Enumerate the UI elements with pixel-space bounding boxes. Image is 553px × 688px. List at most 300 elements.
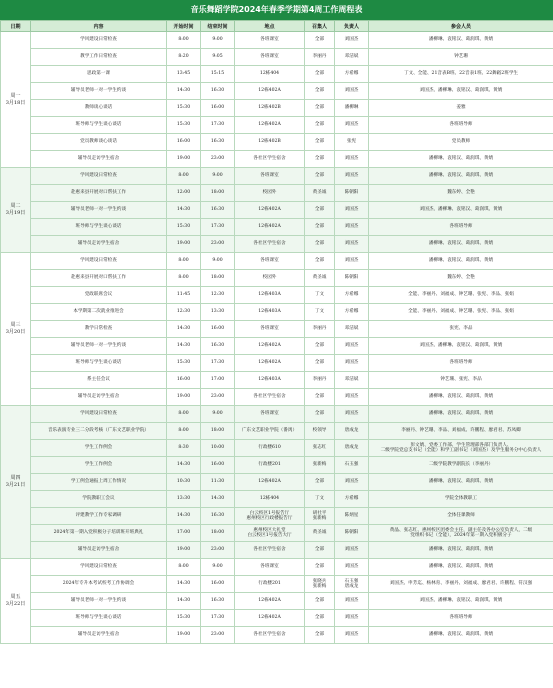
row-attendees: 潘柳琳、袁铭汉、葛润琪、黄婧	[369, 389, 553, 406]
row-place: 12栋403A	[235, 372, 305, 389]
header-content: 内容	[31, 21, 167, 32]
row-convener: 全部	[305, 236, 335, 253]
table-row	[1, 338, 553, 355]
row-end-time: 17:30	[201, 117, 235, 134]
row-start-time: 8:00	[167, 559, 201, 576]
row-content: 班导师与学生谈心谈话	[31, 355, 167, 372]
row-start-time: 14:30	[167, 593, 201, 610]
row-place: 各社区学生宿舍	[235, 151, 305, 168]
row-place: 行政楼201	[235, 457, 305, 474]
row-owner: 刘国杰	[335, 542, 369, 559]
table-row	[1, 236, 553, 253]
row-end-time: 23:00	[201, 151, 235, 168]
row-content: 辅导员老师一对一学生约谈	[31, 83, 167, 100]
row-start-time: 8:00	[167, 423, 201, 440]
table-row	[1, 372, 553, 389]
row-start-time: 14:30	[167, 338, 201, 355]
table-row	[1, 440, 553, 457]
table-row	[1, 151, 553, 168]
row-owner: 唐成龙	[335, 440, 369, 457]
row-place: 12栋402A	[235, 610, 305, 627]
table-row	[1, 355, 553, 372]
row-owner: 潘柳琳	[335, 100, 369, 117]
row-start-time: 16:00	[167, 372, 201, 389]
row-attendees: 各班班导师	[369, 117, 553, 134]
row-place: 白云校区1号报告厅 惠州校区行政楼报告厅	[235, 508, 305, 525]
row-place: 广东文艺职业学院（番禺）	[235, 423, 305, 440]
row-place: 各班课室	[235, 168, 305, 185]
row-content: 学风建设日常检查	[31, 168, 167, 185]
row-convener: 全部	[305, 338, 335, 355]
row-attendees: 刘国杰、潘柳琳、袁铭汉、葛润琪、黄婧	[369, 202, 553, 219]
row-attendees: 钟艺珊	[369, 49, 553, 66]
table-row	[1, 83, 553, 100]
row-attendees: 全能、李丽丹、刘福成、钟艺珊、张宪、李品、张娟	[369, 287, 553, 304]
row-attendees: 各班班导师	[369, 610, 553, 627]
row-place: 12栋404	[235, 491, 305, 508]
row-convener: 全部	[305, 389, 335, 406]
row-end-time: 17:30	[201, 610, 235, 627]
day-label: 周四 3月21日	[1, 406, 31, 559]
row-content: 辅导员走访学生宿舍	[31, 542, 167, 559]
row-content: 学院教职工会议	[31, 491, 167, 508]
row-owner: 刘国杰	[335, 151, 369, 168]
table-row	[1, 253, 553, 270]
row-place: 各班课室	[235, 559, 305, 576]
table-row	[1, 610, 553, 627]
row-convener: 全部	[305, 168, 335, 185]
row-content: 评建教学工作专家调研	[31, 508, 167, 525]
row-place: 12栋403A	[235, 287, 305, 304]
row-content: 辅导员走访学生宿舍	[31, 627, 167, 644]
page-title: 音乐舞蹈学院2024年春季学期第4周工作周程表	[0, 0, 553, 20]
row-start-time: 8:00	[167, 406, 201, 423]
row-owner: 邓洁斌	[335, 321, 369, 338]
row-attendees: 丁文、全能、21音表B班、22音表1班、22舞蹈2班学生	[369, 66, 553, 83]
row-end-time: 17:30	[201, 219, 235, 236]
table-row	[1, 185, 553, 202]
row-convener: 全部	[305, 117, 335, 134]
row-place: 各班课室	[235, 406, 305, 423]
row-content: 本学期第二次就业推进会	[31, 304, 167, 321]
header-convener: 召集人	[305, 21, 335, 32]
table-row	[1, 219, 553, 236]
table-row	[1, 389, 553, 406]
row-place: 12栋402A	[235, 202, 305, 219]
row-owner: 刘国杰	[335, 593, 369, 610]
row-end-time: 16:30	[201, 83, 235, 100]
row-content: 党政联席会议	[31, 287, 167, 304]
row-start-time: 14:30	[167, 321, 201, 338]
row-attendees: 潘柳琳、袁铭汉、葛润琪、黄婧	[369, 474, 553, 491]
row-start-time: 12:00	[167, 185, 201, 202]
row-attendees: 潘柳琳、袁铭汉、葛润琪、黄婧	[369, 627, 553, 644]
row-convener: 全部	[305, 219, 335, 236]
table-row	[1, 117, 553, 134]
row-place: 各社区学生宿舍	[235, 542, 305, 559]
row-end-time: 13:30	[201, 304, 235, 321]
table-row	[1, 287, 553, 304]
row-end-time: 17:00	[201, 372, 235, 389]
row-end-time: 23:00	[201, 627, 235, 644]
row-owner: 陈炳星	[335, 508, 369, 525]
row-convener: 李丽丹	[305, 372, 335, 389]
table-row	[1, 134, 553, 151]
row-content: 辅导员走访学生宿舍	[31, 151, 167, 168]
row-owner: 方希娜	[335, 287, 369, 304]
row-end-time: 15:15	[201, 66, 235, 83]
row-start-time: 19:00	[167, 236, 201, 253]
row-start-time: 19:00	[167, 627, 201, 644]
row-attendees: 潘柳琳、袁铭汉、葛润琪、黄婧	[369, 236, 553, 253]
row-content: 学风建设日常检查	[31, 559, 167, 576]
header-row	[1, 21, 553, 32]
row-convener: 全部	[305, 32, 335, 49]
row-attendees: 钟艺珊、张宪、李品	[369, 372, 553, 389]
row-attendees: 彭文婧、党委工作部、学生管理部各部门负责人、 二级学院党总支书记（全能）和学工副书记（刘国杰）及学生服务分中心负责人	[369, 440, 553, 457]
table-row	[1, 559, 553, 576]
table-row	[1, 508, 553, 525]
row-attendees: 各班班导师	[369, 219, 553, 236]
table-row	[1, 457, 553, 474]
row-start-time: 10:30	[167, 474, 201, 491]
row-end-time: 18:00	[201, 525, 235, 542]
row-start-time: 14:30	[167, 202, 201, 219]
row-attendees: 潘柳琳、袁铭汉、葛润琪、黄婧	[369, 559, 553, 576]
row-end-time: 16:30	[201, 593, 235, 610]
row-content: 学风建设日常检查	[31, 253, 167, 270]
row-convener: 全部	[305, 83, 335, 100]
row-convener: 全部	[305, 559, 335, 576]
row-content: 2024年第一期入党积极分子培训班开班典礼	[31, 525, 167, 542]
row-content: 学风建设日常检查	[31, 32, 167, 49]
header-date: 日期	[1, 21, 31, 32]
row-convener: 张晓兵 张新梅	[305, 576, 335, 593]
table-row	[1, 321, 553, 338]
row-owner: 刘国杰	[335, 338, 369, 355]
row-convener: 李丽丹	[305, 49, 335, 66]
row-end-time: 9:00	[201, 253, 235, 270]
row-attendees: 刘国杰、潘柳琳、袁铭汉、葛润琪、黄婧	[369, 338, 553, 355]
row-end-time: 16:00	[201, 100, 235, 117]
row-owner: 方希娜	[335, 491, 369, 508]
row-owner: 刘国杰	[335, 474, 369, 491]
table-row	[1, 168, 553, 185]
row-owner: 刘国杰	[335, 219, 369, 236]
row-attendees: 潘柳琳、袁铭汉、葛润琪、黄婧	[369, 151, 553, 168]
row-attendees: 各班班导师	[369, 355, 553, 372]
row-end-time: 23:00	[201, 389, 235, 406]
row-convener: 全部	[305, 406, 335, 423]
row-convener: 全部	[305, 66, 335, 83]
row-attendees: 刘国杰、潘柳琳、袁铭汉、葛润琪、黄婧	[369, 83, 553, 100]
row-convener: 校领导	[305, 423, 335, 440]
row-place: 行政楼610	[235, 440, 305, 457]
table-row	[1, 525, 553, 542]
row-owner: 刘国杰	[335, 168, 369, 185]
row-place: 12栋402A	[235, 219, 305, 236]
row-place: 12栋402B	[235, 100, 305, 117]
row-content: 班导师与学生谈心谈话	[31, 117, 167, 134]
table-row	[1, 627, 553, 644]
table-row	[1, 66, 553, 83]
row-attendees: 全能、李丽丹、刘福成、钟艺珊、张宪、李品、张娟	[369, 304, 553, 321]
row-attendees: 刘国杰、申芳迄、杨林育、李丽丹、刘福成、廖君君、许鹏程、符汉强	[369, 576, 553, 593]
row-start-time: 8:30	[167, 440, 201, 457]
day-label: 周二 3月19日	[1, 168, 31, 253]
row-content: 辅导员走访学生宿舍	[31, 236, 167, 253]
row-attendees: 潘柳琳、袁铭汉、葛润琪、黄婧	[369, 32, 553, 49]
row-owner: 方希娜	[335, 66, 369, 83]
row-start-time: 16:00	[167, 134, 201, 151]
row-place: 各社区学生宿舍	[235, 236, 305, 253]
row-end-time: 16:30	[201, 508, 235, 525]
row-convener: 全部	[305, 151, 335, 168]
row-start-time: 14:30	[167, 508, 201, 525]
row-owner: 刘国杰	[335, 83, 369, 100]
row-end-time: 23:00	[201, 542, 235, 559]
row-convener: 张新梅	[305, 457, 335, 474]
row-end-time: 11:30	[201, 474, 235, 491]
row-start-time: 19:00	[167, 542, 201, 559]
row-attendees: 党员教师	[369, 134, 553, 151]
row-place: 12栋402A	[235, 593, 305, 610]
row-content: 辅导员老师一对一学生约谈	[31, 202, 167, 219]
row-place: 12栋402A	[235, 117, 305, 134]
row-attendees: 魏东婷、全艳	[369, 270, 553, 287]
row-attendees: 魏东婷、全艳	[369, 185, 553, 202]
row-start-time: 13:45	[167, 66, 201, 83]
row-owner: 陈朝阳	[335, 525, 369, 542]
row-content: 赴惠来县开展对口帮扶工作	[31, 270, 167, 287]
row-attendees: 学院全体教职工	[369, 491, 553, 508]
row-content: 学生工作例会	[31, 440, 167, 457]
row-convener: 黄圣诚	[305, 185, 335, 202]
table-row	[1, 576, 553, 593]
row-convener: 丁文	[305, 287, 335, 304]
row-convener: 黄圣诚	[305, 525, 335, 542]
row-content: 赴惠来县开展对口帮扶工作	[31, 185, 167, 202]
table-row	[1, 423, 553, 440]
row-convener: 全部	[305, 100, 335, 117]
row-attendees: 潘柳琳、袁铭汉、葛润琪、黄婧	[369, 542, 553, 559]
row-end-time: 12:30	[201, 287, 235, 304]
row-attendees: 张宪、李品	[369, 321, 553, 338]
row-end-time: 16:00	[201, 321, 235, 338]
header-place: 地点	[235, 21, 305, 32]
row-attendees: 姜雅	[369, 100, 553, 117]
row-place: 12栋402A	[235, 83, 305, 100]
row-end-time: 16:30	[201, 134, 235, 151]
row-place: 各班课室	[235, 253, 305, 270]
table-row	[1, 406, 553, 423]
row-content: 辅导员走访学生宿舍	[31, 389, 167, 406]
row-end-time: 16:30	[201, 202, 235, 219]
row-content: 音乐表演专业三二分段考核（广东文艺职业学院）	[31, 423, 167, 440]
row-place: 12栋402B	[235, 134, 305, 151]
header-start: 开始时间	[167, 21, 201, 32]
row-convener: 张志红	[305, 440, 335, 457]
row-content: 教学日常检查	[31, 321, 167, 338]
row-convener: 全部	[305, 474, 335, 491]
schedule-table	[0, 20, 553, 644]
row-place: 12栋402A	[235, 355, 305, 372]
row-owner: 刘国杰	[335, 202, 369, 219]
row-owner: 石玉强	[335, 457, 369, 474]
row-end-time: 10:00	[201, 440, 235, 457]
header-attendees: 参会人员	[369, 21, 553, 32]
row-start-time: 8:20	[167, 49, 201, 66]
header-owner: 负责人	[335, 21, 369, 32]
row-start-time: 15:30	[167, 610, 201, 627]
row-attendees: 潘柳琳、袁铭汉、葛润琪、黄婧	[369, 406, 553, 423]
row-start-time: 19:00	[167, 151, 201, 168]
row-owner: 刘国杰	[335, 406, 369, 423]
day-label: 周五 3月22日	[1, 559, 31, 644]
table-row	[1, 474, 553, 491]
row-convener: 全部	[305, 610, 335, 627]
row-convener: 全部	[305, 355, 335, 372]
row-content: 教师谈心谈话	[31, 100, 167, 117]
row-place: 各社区学生宿舍	[235, 627, 305, 644]
table-row	[1, 49, 553, 66]
row-convener: 丁文	[305, 304, 335, 321]
row-content: 思政第一课	[31, 66, 167, 83]
row-start-time: 15:30	[167, 355, 201, 372]
row-start-time: 8:00	[167, 253, 201, 270]
row-owner: 方希娜	[335, 304, 369, 321]
row-start-time: 14:30	[167, 83, 201, 100]
row-convener: 李丽丹	[305, 321, 335, 338]
row-start-time: 8:00	[167, 32, 201, 49]
row-content: 班导师与学生谈心谈话	[31, 610, 167, 627]
row-content: 学工例会通报上周工作情况	[31, 474, 167, 491]
row-start-time: 15:30	[167, 219, 201, 236]
row-place: 各班课室	[235, 32, 305, 49]
row-place: 12栋402A	[235, 338, 305, 355]
row-start-time: 12:30	[167, 304, 201, 321]
row-convener: 丁文	[305, 491, 335, 508]
row-attendees: 二级学院教学副院长（李丽丹）	[369, 457, 553, 474]
header-end: 结束时间	[201, 21, 235, 32]
row-attendees: 潘柳琳、袁铭汉、葛润琪、黄婧	[369, 168, 553, 185]
row-owner: 刘国杰	[335, 559, 369, 576]
table-row	[1, 304, 553, 321]
row-content: 学风建设日常检查	[31, 406, 167, 423]
row-start-time: 13:30	[167, 491, 201, 508]
row-owner: 石玉强 唐成龙	[335, 576, 369, 593]
row-place: 惠州校区大礼堂 白云校区1号报告大厅	[235, 525, 305, 542]
row-attendees: 李丽丹、钟艺珊、李品、刘福成、许鹏程、廖君君、苏凤卿	[369, 423, 553, 440]
row-end-time: 17:30	[201, 355, 235, 372]
row-end-time: 16:00	[201, 457, 235, 474]
row-owner: 邓洁斌	[335, 372, 369, 389]
row-place: 各班课室	[235, 321, 305, 338]
row-end-time: 16:30	[201, 338, 235, 355]
row-place: 12栋404	[235, 66, 305, 83]
table-row	[1, 32, 553, 49]
row-attendees: 潘柳琳、袁铭汉、葛润琪、黄婧	[369, 253, 553, 270]
row-owner: 刘国杰	[335, 610, 369, 627]
row-start-time: 17:00	[167, 525, 201, 542]
row-end-time: 9:00	[201, 168, 235, 185]
row-place: 行政楼201	[235, 576, 305, 593]
row-convener: 全部	[305, 202, 335, 219]
row-content: 班导师与学生谈心谈话	[31, 219, 167, 236]
row-owner: 刘国杰	[335, 627, 369, 644]
row-attendees: 刘国杰、潘柳琳、袁铭汉、葛润琪、黄婧	[369, 593, 553, 610]
day-label: 周三 3月20日	[1, 253, 31, 406]
row-place: 12栋402A	[235, 474, 305, 491]
row-convener: 全部	[305, 253, 335, 270]
row-end-time: 9:05	[201, 49, 235, 66]
table-row	[1, 270, 553, 287]
row-owner: 陈朝阳	[335, 270, 369, 287]
row-start-time: 14:30	[167, 576, 201, 593]
row-owner: 陈朝阳	[335, 185, 369, 202]
table-row	[1, 542, 553, 559]
row-owner: 刘国杰	[335, 236, 369, 253]
row-owner: 唐成龙	[335, 423, 369, 440]
row-owner: 刘国杰	[335, 32, 369, 49]
table-row	[1, 491, 553, 508]
row-start-time: 19:00	[167, 389, 201, 406]
row-end-time: 9:00	[201, 406, 235, 423]
row-place: 校园外	[235, 270, 305, 287]
row-convener: 全部	[305, 542, 335, 559]
row-owner: 刘国杰	[335, 253, 369, 270]
row-attendees: 全体任课教师	[369, 508, 553, 525]
row-attendees: 黄晶、张志红、惠州校区团委会主任，副主任及各办公室负责人，二级 党组织书记（全能），2024年第一期入党积极分子	[369, 525, 553, 542]
day-label: 周一 3月18日	[1, 32, 31, 168]
row-content: 辅导员老师一对一学生约谈	[31, 593, 167, 610]
row-start-time: 8:00	[167, 168, 201, 185]
row-start-time: 8:00	[167, 270, 201, 287]
row-content: 学生工作例会	[31, 457, 167, 474]
row-owner: 刘国杰	[335, 389, 369, 406]
row-place: 各社区学生宿舍	[235, 389, 305, 406]
row-owner: 刘国杰	[335, 355, 369, 372]
schedule-body	[1, 32, 553, 644]
row-end-time: 16:00	[201, 576, 235, 593]
row-convener: 黄圣诚	[305, 270, 335, 287]
row-end-time: 23:00	[201, 236, 235, 253]
table-row	[1, 100, 553, 117]
row-convener: 胡社平 张新梅	[305, 508, 335, 525]
row-start-time: 14:30	[167, 457, 201, 474]
row-content: 2024年专升本考试校考工作协调会	[31, 576, 167, 593]
row-content: 系主任会议	[31, 372, 167, 389]
row-end-time: 18:00	[201, 423, 235, 440]
row-owner: 刘国杰	[335, 117, 369, 134]
row-place: 校园外	[235, 185, 305, 202]
row-place: 各班课室	[235, 49, 305, 66]
row-convener: 全部	[305, 134, 335, 151]
row-owner: 张宪	[335, 134, 369, 151]
row-end-time: 14:30	[201, 491, 235, 508]
row-content: 党员教师谈心谈话	[31, 134, 167, 151]
row-start-time: 15:30	[167, 100, 201, 117]
row-start-time: 15:30	[167, 117, 201, 134]
row-end-time: 18:00	[201, 185, 235, 202]
row-end-time: 9:00	[201, 32, 235, 49]
row-owner: 邓洁斌	[335, 49, 369, 66]
row-convener: 全部	[305, 627, 335, 644]
table-row	[1, 593, 553, 610]
row-convener: 全部	[305, 593, 335, 610]
row-place: 12栋403A	[235, 304, 305, 321]
row-content: 辅导员老师一对一学生约谈	[31, 338, 167, 355]
